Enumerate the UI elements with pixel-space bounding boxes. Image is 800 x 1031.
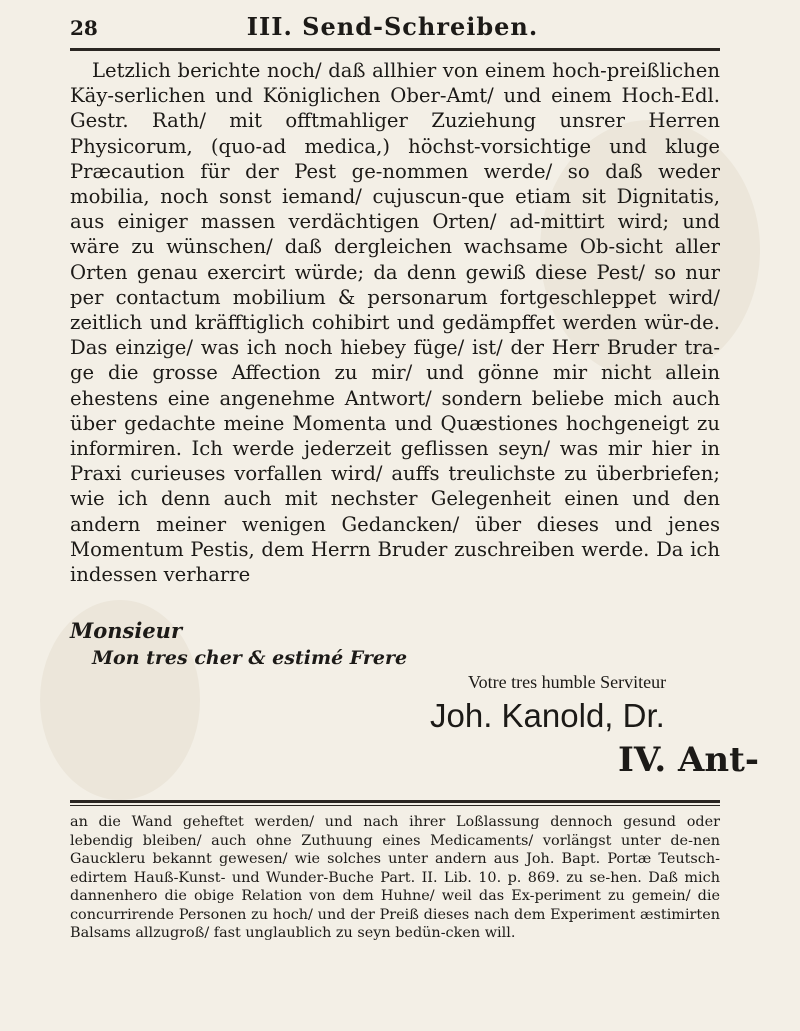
footnote-rule-thin [70, 805, 720, 806]
catchword: IV. Ant- [618, 740, 759, 780]
page-number: 28 [70, 16, 98, 40]
footnote [70, 813, 720, 943]
body-paragraph: Letzlich berichte noch/ daß allhier von einem hoch-preißlichen Käy-serlichen und Königlichen Ober-Amt/ und einem Hoch-Edl. Gestr. Rath/ mit offtmahliger Zuziehung unsrer Herren Physicorum, (quo-ad medica,) höchst-vorsichtige und kluge Præcaution für der Pest ge-nommen werde/ so daß weder mobilia, noch sonst iemand/ cujuscun-que etiam sit Dignitatis, aus einiger massen verdächtigen Orten/ ad-mittirt wird; und wäre zu wünschen/ daß dergleichen wachsame Ob-sicht aller Orten genau exercirt würde; da denn gewiß diese Pest/ so nur per contactum mobilium & personarum fortgeschleppet wird/ zeitlich und kräfftiglich cohibirt und gedämpffet werden wür-de. Das einzige/ was ich noch hiebey füge/ ist/ der Herr Bruder tra-ge die grosse Affection zu mir/ und gönne mir nicht allein ehestens eine angenehme Antwort/ sondern beliebe mich auch über gedachte meine Momenta und Quæstiones hochgeneigt zu informiren. Ich werde jederzeit geflissen seyn/ was mir hier in Praxi curieuses vorfallen wird/ auffs treulichste zu überbriefen; wie ich denn auch mit nechster Gelegenheit einen und den andern meiner wenigen Gedancken/ über dieses und jenes Momentum Pestis, dem Herrn Bruder zuschreiben werde. Da ich indessen verharre [70, 59, 720, 587]
closing-formula: Votre tres humble Serviteur [468, 672, 667, 692]
header-rule [70, 48, 720, 51]
signature-name: Joh. Kanold, Dr. [430, 697, 665, 734]
page-header [70, 10, 715, 46]
footnote-text: an die Wand geheftet werden/ und nach ihrer Loßlassung dennoch gesund oder lebendig bleiben/ auch ohne Zuthuung eines Medicaments/ vorlängst unter de-nen Gauckleru bekannt gewesen/ wie solches unter andern aus Joh. Bapt. Portæ Teutsch-edirtem Hauß-Kunst- und Wunder-Buche Part. II. Lib. 10. p. 869. zu se-hen. Daß mich dannenhero die obige Relation von dem Huhne/ weil das Ex-periment zu gemein/ die concurrirende Personen zu hoch/ und der Preiß dieses nach dem Experiment æstimirten Balsams allzugroß/ fast unglaublich zu seyn bedün-cken will. [70, 814, 720, 941]
footnote-rule [70, 800, 720, 803]
salutation-monsieur: Monsieur [70, 618, 183, 643]
running-title: III. Send-Schreiben. [246, 12, 539, 41]
salutation-frere: Mon tres cher & estimé Frere [92, 647, 408, 669]
letter-body [70, 58, 720, 587]
